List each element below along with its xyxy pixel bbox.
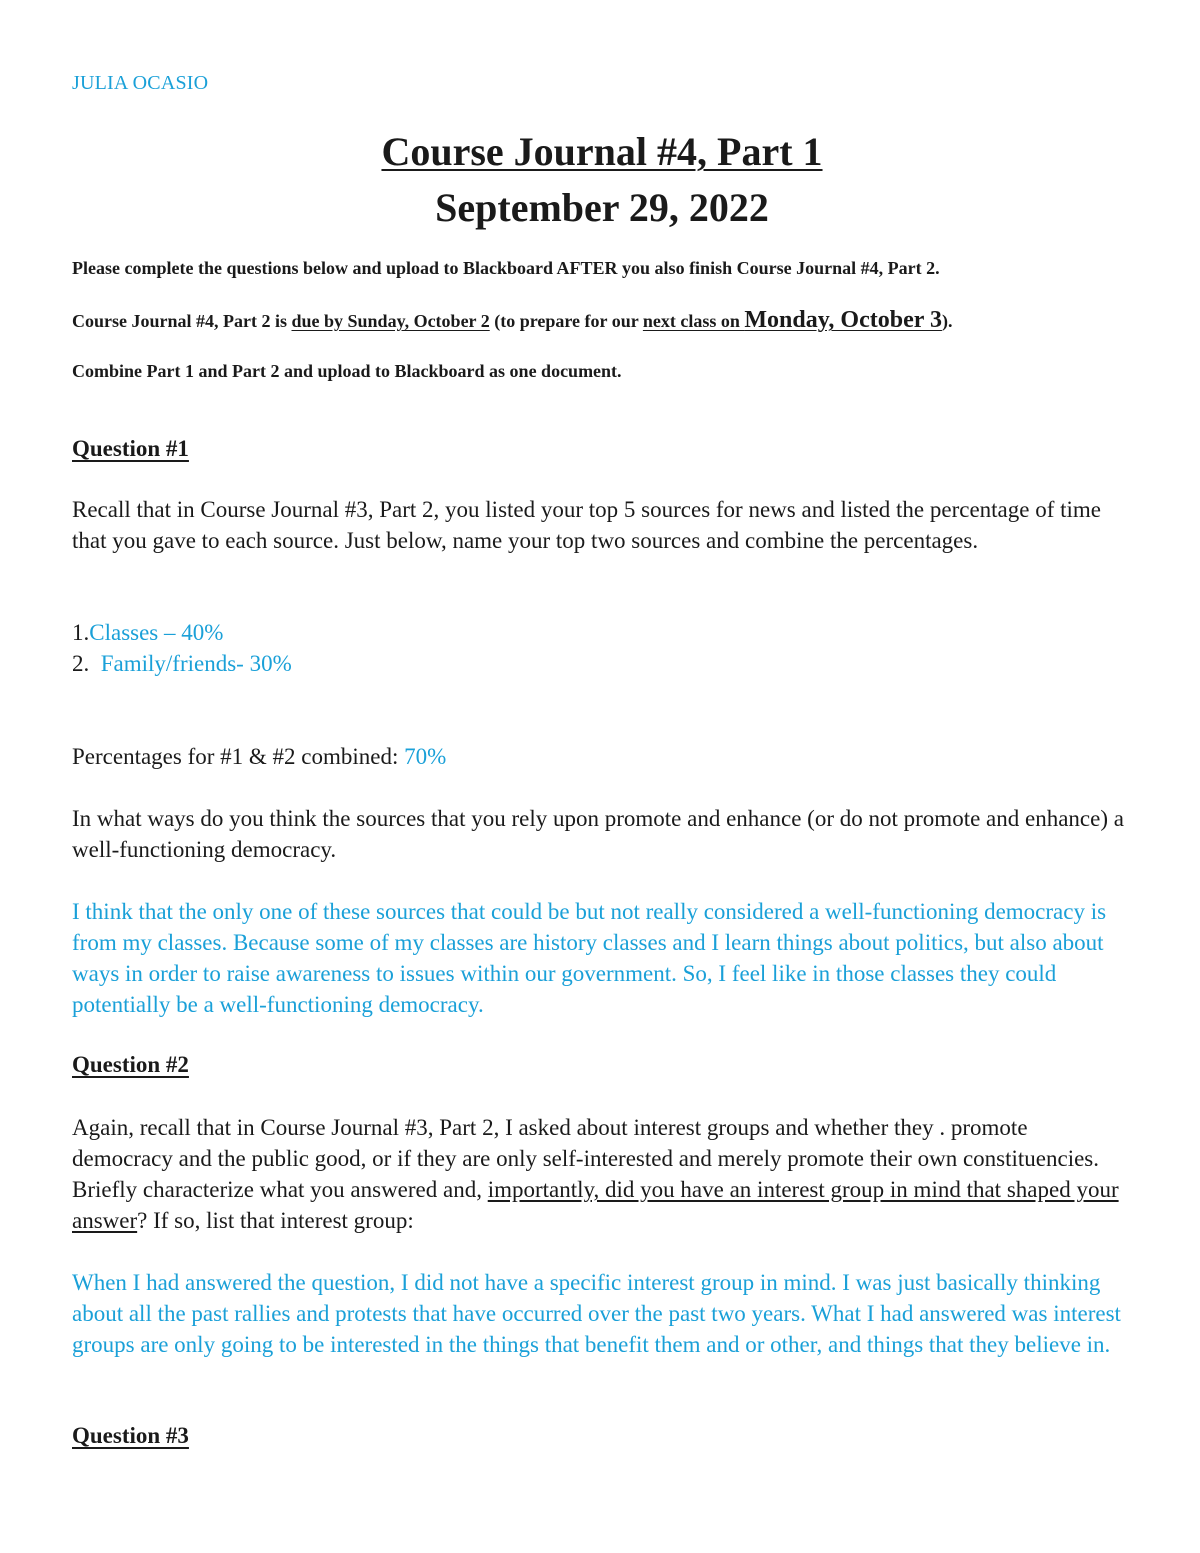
list-item xyxy=(72,620,223,646)
question-1-prompt: Recall that in Course Journal #3, Part 2, you listed your top 5 sources for news and listed the percentage of time that you gave to each source. Just below, name your top two sources and combine the percentages. xyxy=(72,497,1102,553)
question-2-prompt xyxy=(72,1112,1132,1236)
due-date: due by Sunday, October 2 xyxy=(291,311,490,331)
question-1-prompt-2: In what ways do you think the sources that you rely upon promote and enhance (or do not promote and enhance) a well-functioning democracy. xyxy=(72,806,1124,862)
question-3-heading: Question #3 xyxy=(72,1423,189,1448)
instruction-line-1: Please complete the questions below and upload to Blackboard AFTER you also finish Course Journal #4, Part 2. xyxy=(72,258,940,278)
instruction-line-2 xyxy=(72,307,952,334)
prompt-text: Again, recall that in Course Journal #3, Part 2, I asked about interest groups and whether they . promote democracy and the public good, or if they are only self-interested and merely promote their own constituencies. Briefly characterize what you answered and, xyxy=(72,1115,1099,1202)
next-class xyxy=(642,307,942,333)
next-class-day: Monday, October 3 xyxy=(744,307,942,333)
instruction-line-3: Combine Part 1 and Part 2 and upload to Blackboard as one document. xyxy=(72,361,622,381)
question-1-answer: I think that the only one of these sources that could be but not really considered a well-functioning democracy is from my classes. Because some of my classes are history classes and I learn things about politics, but also about ways in order to raise awareness to issues within our government. So, I feel like in those classes they could potentially be a well-functioning democracy. xyxy=(72,899,1107,1017)
combined-percentage xyxy=(72,744,446,770)
list-number: 2. xyxy=(72,651,101,676)
combined-value: 70% xyxy=(404,744,447,769)
question-2-answer: When I had answered the question, I did not have a specific interest group in mind. I was just basically thinking about all the past rallies and protests that have occurred over the past two years. What I had answered was interest groups are only going to be interested in the things that benefit them and or other, and things that they believe in. xyxy=(72,1270,1121,1357)
list-answer: Classes – 40% xyxy=(89,620,224,645)
instruction-text: Course Journal #4, Part 2 is xyxy=(72,311,292,331)
question-1-heading: Question #1 xyxy=(72,436,189,461)
combined-label: Percentages for #1 & #2 combined: xyxy=(72,744,405,769)
list-item xyxy=(72,651,292,677)
instruction-text: ). xyxy=(941,311,953,331)
instruction-text: (to prepare for our xyxy=(489,311,643,331)
next-class-label: next class on xyxy=(642,311,745,331)
list-answer: Family/friends- 30% xyxy=(100,651,292,676)
prompt-emphasis: importantly, did you have an interest group in mind that shaped your answer xyxy=(72,1177,1119,1233)
question-2-heading: Question #2 xyxy=(72,1052,189,1077)
author-name: JULIA OCASIO xyxy=(72,72,209,94)
page-title xyxy=(72,128,1132,175)
page-date: September 29, 2022 xyxy=(435,185,769,230)
prompt-text: ? If so, list that interest group: xyxy=(137,1208,414,1233)
list-number: 1. xyxy=(72,620,90,645)
title-text: Course Journal #4, Part 1 xyxy=(381,129,823,174)
